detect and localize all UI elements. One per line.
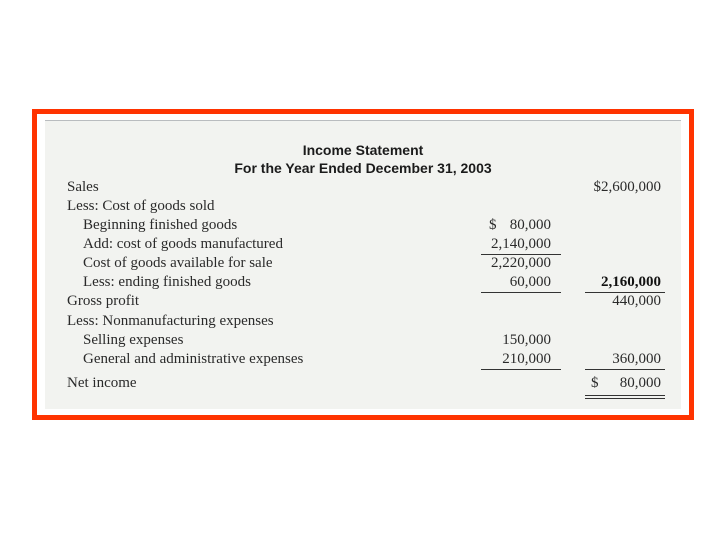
row-right-value: 80,000	[619, 375, 661, 391]
row-beginning-finished-goods	[45, 217, 681, 237]
row-ending-finished-goods	[45, 274, 681, 294]
row-cost-of-goods-manufactured	[45, 236, 681, 256]
row-mid-value: 2,220,000	[491, 255, 551, 271]
row-goods-available	[45, 255, 681, 275]
statement-subtitle: For the Year Ended December 31, 2003	[234, 160, 492, 176]
row-label: Beginning finished goods	[83, 217, 238, 233]
row-general-admin-expenses	[45, 351, 681, 371]
row-gross-profit	[45, 293, 681, 313]
row-label: Cost of goods available for sale	[83, 255, 273, 271]
row-right-value: 360,000	[612, 351, 661, 367]
row-mid-value: 80,000	[509, 217, 551, 233]
row-label: General and administrative expenses	[83, 351, 304, 367]
double-rule-bottom	[585, 398, 665, 399]
row-label: Less: ending finished goods	[83, 274, 251, 290]
subtotal-rule	[481, 369, 561, 370]
row-label: Selling expenses	[83, 332, 184, 348]
row-label: Net income	[67, 375, 137, 391]
dollar-sign: $	[489, 217, 497, 233]
row-label: Add: cost of goods manufactured	[83, 236, 283, 252]
row-right-value: 2,160,000	[601, 274, 661, 290]
income-statement-sheet	[45, 120, 681, 409]
row-label: Gross profit	[67, 293, 140, 309]
subtotal-rule	[585, 369, 665, 370]
row-label: Sales	[67, 179, 99, 195]
row-label: Less: Cost of goods sold	[67, 198, 215, 214]
row-right-value: $2,600,000	[593, 179, 661, 195]
statement-title: Income Statement	[302, 142, 424, 158]
row-mid-value: 210,000	[502, 351, 551, 367]
dollar-sign: $	[591, 375, 599, 391]
row-mid-value: 60,000	[509, 274, 551, 290]
row-right-value: 440,000	[612, 293, 661, 309]
row-cogs-header	[45, 198, 681, 218]
row-label: Less: Nonmanufacturing expenses	[67, 313, 274, 329]
row-mid-value: 150,000	[502, 332, 551, 348]
red-frame	[32, 109, 694, 420]
row-net-income	[45, 375, 681, 395]
row-nonmanufacturing-header	[45, 313, 681, 333]
row-selling-expenses	[45, 332, 681, 352]
row-sales	[45, 179, 681, 199]
double-rule-top	[585, 395, 665, 396]
row-mid-value: 2,140,000	[491, 236, 551, 252]
